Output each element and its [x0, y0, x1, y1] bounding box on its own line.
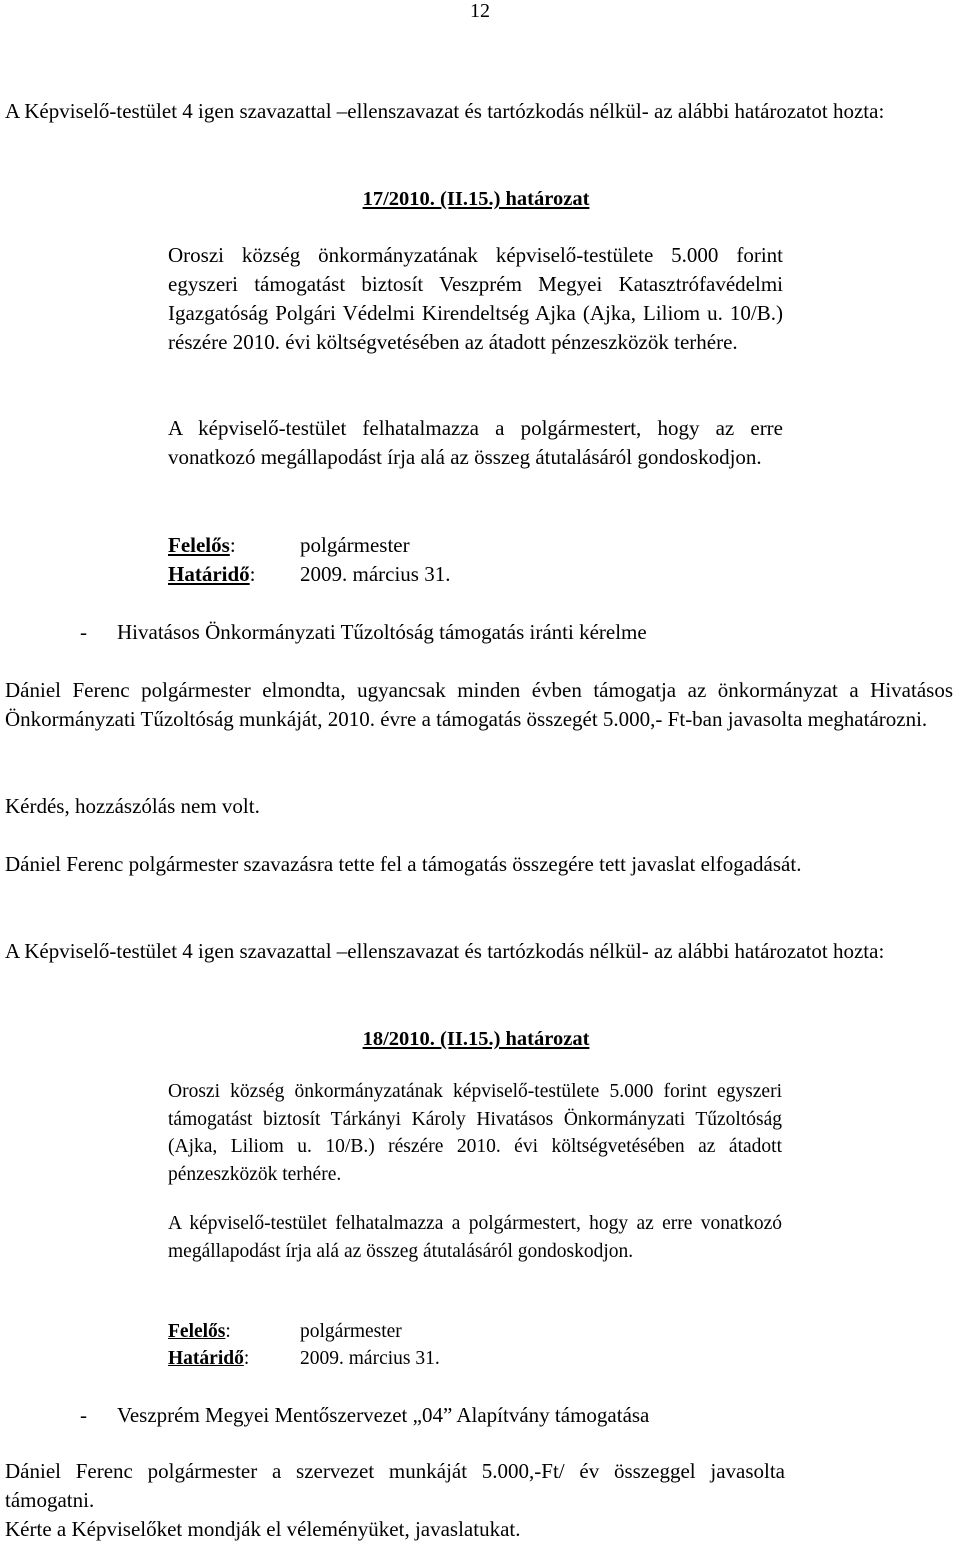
responsible-value: polgármester: [300, 533, 410, 557]
resolution-text: Oroszi község önkormányzatának képviselő-testülete 5.000 forint egyszeri támogatást biztosít Veszprém Megyei Katasztrófavédelmi Igazgatóság Polgári Védelmi Kirendeltség Ajka (Ajka, Liliom u. 10/B.) részére 2010. évi költségvetésében az átadott pénzeszközök terhére.: [168, 243, 783, 354]
authorization-text: A képviselő-testület felhatalmazza a polgármestert, hogy az erre vonatkozó megállapodást írja alá az összeg átutalásáról gondoskodjon.: [168, 1213, 782, 1262]
vote-call-paragraph: Dániel Ferenc polgármester szavazásra tette fel a támogatás összegére tett javaslat elfogadását.: [5, 852, 802, 876]
deadline-line: Határidő: 2009. március 31.: [168, 1348, 440, 1369]
vote-intro-paragraph: A Képviselő-testület 4 igen szavazattal –ellenszavazat és tartózkodás nélkül- az alábbi határozatot hozta:: [5, 939, 885, 963]
agenda-dash: -: [80, 1403, 87, 1427]
resolution-text: Oroszi község önkormányzatának képviselő-testülete 5.000 forint egyszeri támogatást biztosít Tárkányi Károly Hivatásos Önkormányzati Tűzoltóság (Ajka, Liliom u. 10/B.) részére 2010. évi költségvetésében az átadott pénzeszközök terhére.: [168, 1081, 782, 1185]
speech-paragraph: Dániel Ferenc polgármester elmondta, ugyancsak minden évben támogatja az önkormányzat a Hivatásos Önkormányzati Tűzoltóság munkáját, 2010. évre a támogatás összegét 5.000,- Ft-ban javasolta meghatározni.: [5, 678, 953, 731]
agenda-title-text: Veszprém Megyei Mentőszervezet „04” Alapítvány támogatása: [117, 1403, 650, 1427]
questions-paragraph: Kérdés, hozzászólás nem volt.: [5, 794, 260, 818]
agenda-title-text: Hivatásos Önkormányzati Tűzoltóság támogatás iránti kérelme: [117, 620, 647, 644]
responsible-value: polgármester: [300, 1321, 402, 1342]
deadline-value: 2009. március 31.: [300, 1348, 440, 1369]
responsible-line: Felelős: polgármester: [168, 533, 410, 557]
resolution-title: 17/2010. (II.15.) határozat: [362, 188, 590, 210]
responsible-label: Felelős: [168, 533, 230, 557]
authorization-text: A képviselő-testület felhatalmazza a polgármestert, hogy az erre vonatkozó megállapodást írja alá az összeg átutalásáról gondoskodjon.: [168, 416, 783, 469]
agenda-dash: -: [80, 620, 87, 644]
request-paragraph: Kérte a Képviselőket mondják el véleményüket, javaslatukat.: [5, 1517, 521, 1541]
agenda-item-title: [80, 1401, 649, 1429]
responsible-label: Felelős: [168, 1321, 226, 1342]
agenda-item-title: [80, 618, 647, 646]
deadline-line: Határidő: 2009. március 31.: [168, 562, 451, 586]
deadline-label: Határidő: [168, 562, 250, 586]
responsible-line: Felelős: polgármester: [168, 1321, 402, 1342]
resolution-title: 18/2010. (II.15.) határozat: [362, 1028, 590, 1050]
page-number: 12: [470, 0, 490, 22]
deadline-label: Határidő: [168, 1348, 244, 1369]
deadline-value: 2009. március 31.: [300, 562, 451, 586]
vote-intro-paragraph: A Képviselő-testület 4 igen szavazattal –ellenszavazat és tartózkodás nélkül- az alábbi határozatot hozta:: [5, 99, 885, 123]
speech-paragraph: Dániel Ferenc polgármester a szervezet munkáját 5.000,-Ft/ év összeggel javasolta támogatni.: [5, 1459, 785, 1512]
